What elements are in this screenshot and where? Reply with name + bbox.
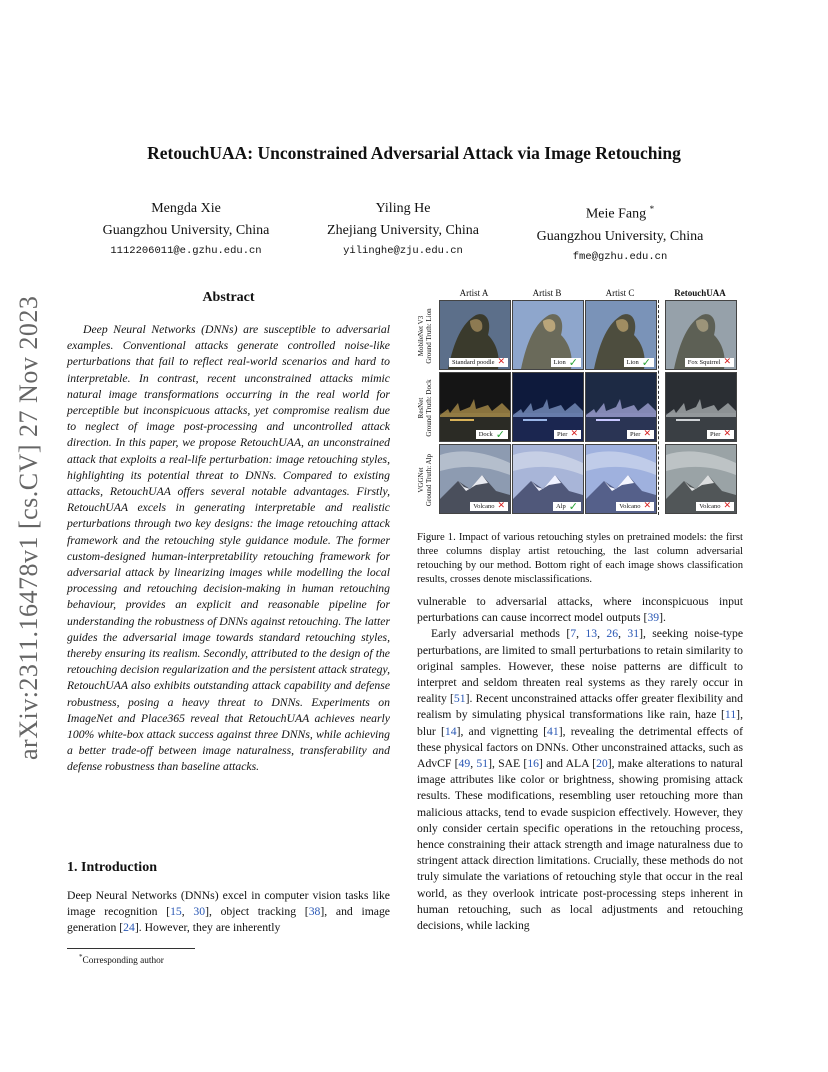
figure-image-tile xyxy=(585,300,657,370)
column-divider xyxy=(658,300,659,515)
citation-link[interactable]: 11 xyxy=(724,708,737,722)
column-header: Artist B xyxy=(532,288,562,298)
figure-image-tile xyxy=(439,444,511,514)
figure-1 xyxy=(413,288,743,518)
author-affiliation: Guangzhou University, China xyxy=(536,228,704,244)
predicted-class: Pier xyxy=(556,431,568,438)
figure-image-tile xyxy=(665,444,737,514)
cross-icon: ✕ xyxy=(723,429,731,439)
predicted-class: Volcano xyxy=(699,503,721,510)
citation-link[interactable]: 41 xyxy=(547,724,559,738)
author-affiliation: Guangzhou University, China xyxy=(102,223,270,238)
introduction-heading: 1. Introduction xyxy=(67,860,157,875)
citation-link[interactable]: 16 xyxy=(527,757,539,771)
figure-image-tile xyxy=(585,372,657,442)
classification-label xyxy=(707,430,734,439)
check-icon: ✓ xyxy=(495,428,505,441)
author-email: 1112206011@e.gzhu.edu.cn xyxy=(110,245,262,257)
introduction-text xyxy=(67,888,390,937)
predicted-class: Lion xyxy=(553,359,566,366)
citation-link[interactable]: 7 xyxy=(570,627,577,641)
right-column-text xyxy=(417,594,743,934)
citation-link[interactable]: 26 xyxy=(606,627,619,641)
author-name: Meie Fang xyxy=(585,206,647,222)
citation-link[interactable]: 51 xyxy=(453,692,466,706)
figure-caption: Figure 1. Impact of various retouching styles on pretrained models: the first three columns display artist retouching, the last column adversarial retouching by our method. Bottom right of each image shows classification results, crosses denote misclassifications. xyxy=(417,532,743,585)
column-header: Artist A xyxy=(459,288,489,298)
predicted-class: Volcano xyxy=(473,503,495,510)
citation-link[interactable]: 31 xyxy=(627,627,640,641)
intro-paragraph: Deep Neural Networks (DNNs) excel in computer vision tasks like image recognition [15, 30], object tracking [38], and image generation [24]. However, they are inherently xyxy=(67,889,390,935)
paragraph: vulnerable to adversarial attacks, where inconspicuous input perturbations can cause incorrect model outputs [39]. xyxy=(417,595,743,625)
classification-label xyxy=(685,358,734,367)
cross-icon: ✕ xyxy=(723,357,731,367)
cross-icon: ✕ xyxy=(497,501,505,511)
classification-label xyxy=(449,358,508,367)
citation-link[interactable]: 51 xyxy=(476,757,489,771)
predicted-class: Alp xyxy=(556,503,566,510)
predicted-class: Dock xyxy=(478,431,493,438)
author-2 xyxy=(283,198,523,260)
predicted-class: Pier xyxy=(629,431,641,438)
abstract-paragraph: Deep Neural Networks (DNNs) are susceptible to adversarial examples. Conventional attacks generate controlled noise-like perturbations that fail to reflect real-world scenarios and hard to interpretable. In contrast, recent unconstrained attacks mimic natural image transformations occurring in the real world for perceptible but inconspicuous attacks, yet compromise realism due to neglect of image post-processing and uncontrolled attack direction. In this paper, we propose RetouchUAA, an unconstrained attack that exploits a real-life perturbation: image retouching styles, highlighting its potential threat to DNNs. Compared to existing attacks, RetouchUAA offers several notable advantages. Firstly, RetouchUAA excels in generating interpretable and realistic perturbations through two key designs: the image retouching attack framework and the retouching style guidance module. The former custom-designed human-interpretability retouching framework for adversarial attack by linearizing images while modelling the local processing and retouching decision-making in human retouching behaviour, provides an explicit and reasonable pipeline for understanding the robustness of DNNs against retouching. The latter guides the adversarial image towards standard retouching styles, thereby ensuring its realism. Secondly, attributed to the design of the retouching decision regularization and the persistent attack strategy, RetouchUAA also exhibits outstanding attack capability and defense robustness, posing a heavy threat to DNNs. Experiments on ImageNet and Place365 reveal that RetouchUAA achieves nearly 100% white-box attack success against three DNNs, while achieving a better trade-off between image naturalness, transferability and defense robustness than baseline attacks. xyxy=(67,323,390,774)
predicted-class: Pier xyxy=(709,431,721,438)
author-email: fme@gzhu.edu.cn xyxy=(572,250,668,263)
figure-image-tile xyxy=(512,300,584,370)
author-name: Mengda Xie xyxy=(151,201,221,216)
figure-image-tile xyxy=(439,372,511,442)
predicted-class: Standard poodle xyxy=(452,359,495,366)
citation-link[interactable]: 39 xyxy=(647,611,660,625)
citation-link[interactable]: 30 xyxy=(193,905,206,919)
figure-image-tile xyxy=(439,300,511,370)
citation-link[interactable]: 15 xyxy=(170,905,182,919)
classification-label xyxy=(470,502,508,511)
paper-title: RetouchUAA: Unconstrained Adversarial Attack via Image Retouching xyxy=(147,143,681,163)
check-icon: ✓ xyxy=(568,356,578,369)
citation-link[interactable]: 49 xyxy=(458,757,471,771)
figure-image-tile xyxy=(512,372,584,442)
author-name: Yiling He xyxy=(375,201,431,216)
citation-link[interactable]: 24 xyxy=(123,921,135,935)
classification-label xyxy=(627,430,654,439)
figure-image-tile xyxy=(585,444,657,514)
footnote: *Corresponding author xyxy=(79,953,164,967)
figure-image-tile xyxy=(665,300,737,370)
cross-icon: ✕ xyxy=(643,501,651,511)
abstract-text xyxy=(67,322,390,776)
classification-label xyxy=(624,358,655,367)
figure-image-tile xyxy=(665,372,737,442)
citation-link[interactable]: 13 xyxy=(585,627,598,641)
column-header: Artist C xyxy=(605,288,635,298)
author-affiliation: Zhejiang University, China xyxy=(327,223,479,238)
author-3 xyxy=(500,198,740,266)
predicted-class: Volcano xyxy=(619,503,641,510)
row-label: MobileNet V3 Ground Truth: Lion xyxy=(417,308,433,364)
predicted-class: Lion xyxy=(626,359,639,366)
cross-icon: ✕ xyxy=(497,357,505,367)
corresponding-mark: * xyxy=(649,204,655,214)
classification-label xyxy=(554,430,581,439)
classification-label xyxy=(616,502,654,511)
cross-icon: ✕ xyxy=(723,501,731,511)
arxiv-identifier: arXiv:2311.16478v1 [cs.CV] 27 Nov 2023 xyxy=(14,295,43,760)
classification-label xyxy=(696,502,734,511)
classification-label xyxy=(476,430,508,439)
row-label: VGGNet Ground Truth: Alp xyxy=(417,453,433,507)
classification-label xyxy=(551,358,582,367)
citation-link[interactable]: 20 xyxy=(596,757,608,771)
row-label: ResNet Ground Truth: Dock xyxy=(417,379,433,437)
check-icon: ✓ xyxy=(641,356,651,369)
abstract-heading: Abstract xyxy=(202,290,255,305)
author-1 xyxy=(66,198,306,260)
figure-image-tile xyxy=(512,444,584,514)
footnote-rule xyxy=(67,948,195,949)
paragraph: Early adversarial methods [7, 13, 26, 31], seeking noise-type perturbations, are limited to small perturbations to retain similarity to original samples. However, these noise patterns are difficult to interpret and seldom threaten real systems as they rarely occur in reality [51]. Recent unconstrained attacks offer greater flexibility and realism by simulating physical transformations like rain, haze [11], blur [14], and vignetting [41], revealing the detrimental effects of these physical factors on DNNs. Other unconstrained attacks, such as AdvCF [49, 51], SAE [16] and ALA [20], make alterations to natural image attributes like color or brightness, showing promising attack results. These modifications, resembling user retouching more than malicious attacks, tend to evade suspicion effectively. However, they only consider certain specific operations in the retouching process, hence constraining their attack strength and image naturalness due to stringent attack direction limitations. Crucially, these methods do not truly simulate the variations of retouching style that occur in the real world, as they overlook intricate post-processing steps inherent in human retouching, such as local adjustments and retouching decisions, while lacking xyxy=(417,627,744,933)
cross-icon: ✕ xyxy=(570,429,578,439)
cross-icon: ✕ xyxy=(643,429,651,439)
check-icon: ✓ xyxy=(568,500,578,513)
column-header: RetouchUAA xyxy=(674,288,726,298)
citation-link[interactable]: 38 xyxy=(308,905,321,919)
predicted-class: Fox Squirrel xyxy=(687,359,721,366)
classification-label xyxy=(553,502,581,511)
author-email: yilinghe@zju.edu.cn xyxy=(343,245,463,257)
citation-link[interactable]: 14 xyxy=(444,724,457,738)
